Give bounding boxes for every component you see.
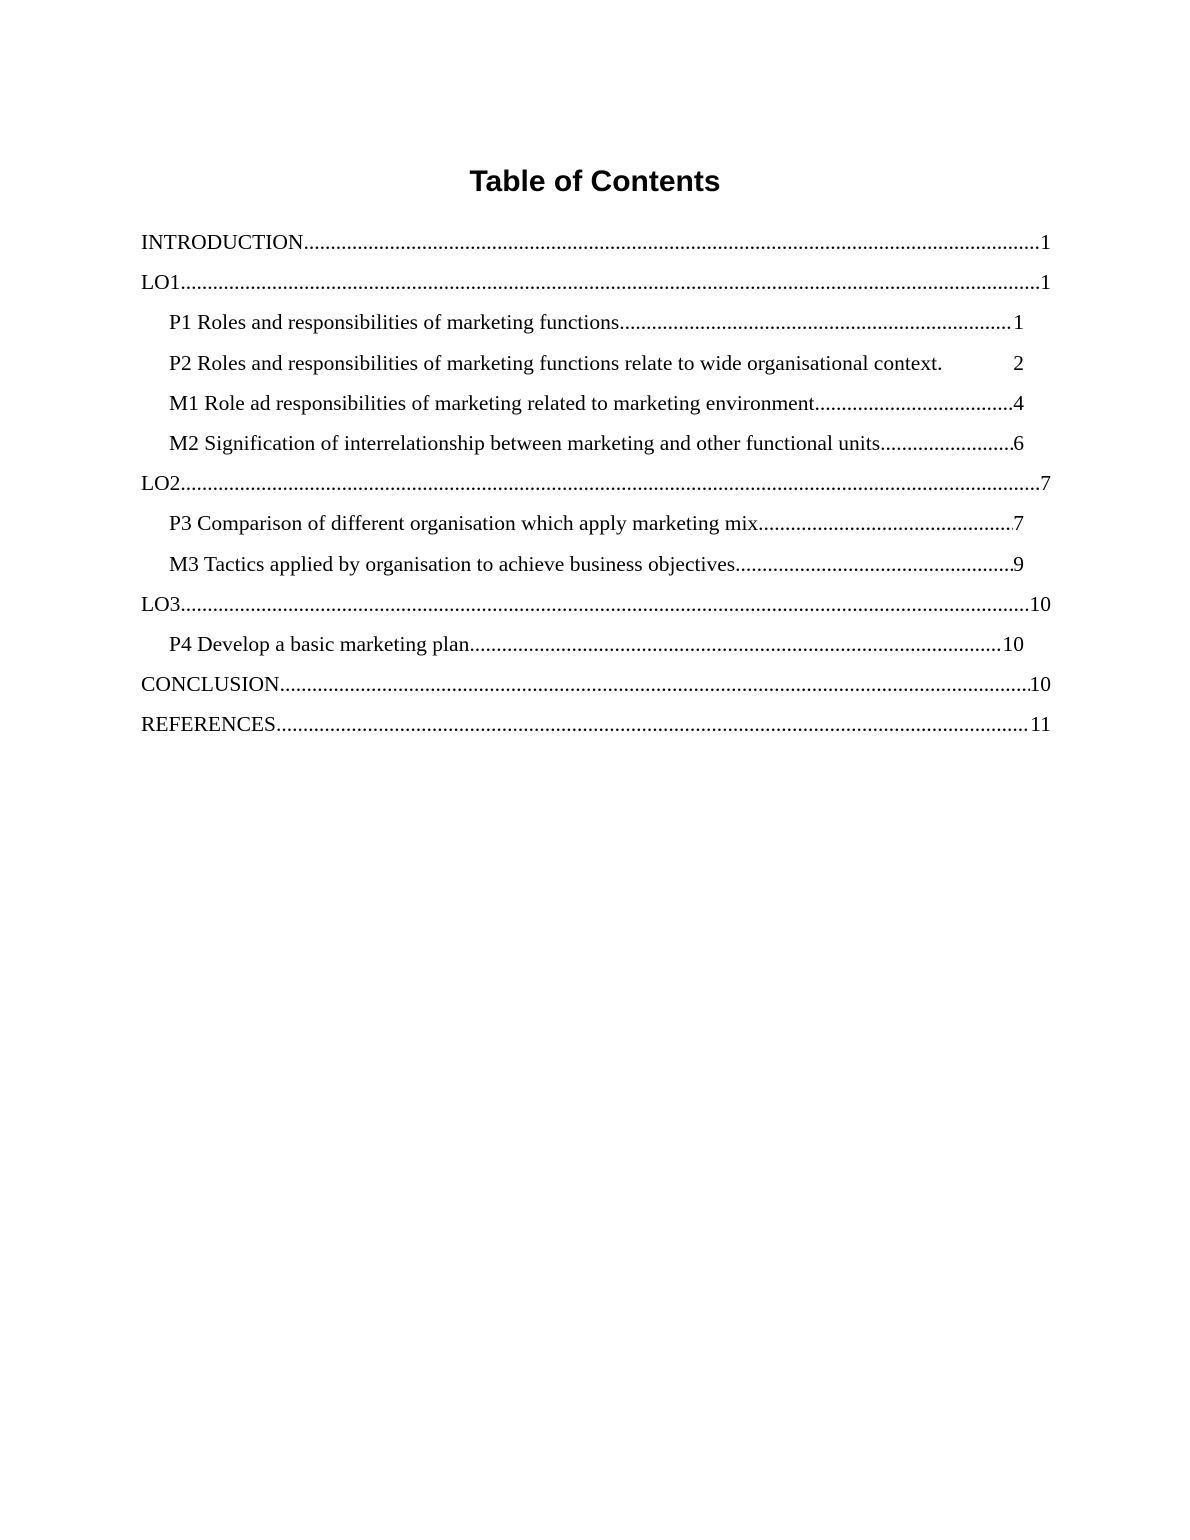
toc-dot-leader (180, 584, 1029, 624)
toc-entry-label: LO3 (141, 591, 181, 616)
toc-dot-leader (469, 624, 1002, 664)
toc-list (0, 222, 1190, 744)
toc-entry-label: CONCLUSION (141, 672, 280, 697)
toc-page-number: 1 (1040, 230, 1051, 254)
toc-title: Table of Contents (469, 165, 721, 198)
toc-entry-label: INTRODUCTION (141, 230, 304, 254)
toc-dot-leader (280, 664, 1030, 704)
toc-entry-conclusion[interactable] (141, 664, 1051, 704)
toc-entry-p1[interactable] (169, 302, 1024, 342)
toc-dot-leader (880, 423, 1013, 463)
toc-entry-lo2[interactable] (141, 463, 1051, 503)
toc-entry-label: M3 Tactics applied by organisation to achieve business objectives (169, 551, 736, 576)
toc-page-number: 4 (1013, 390, 1024, 415)
toc-dot-leader (814, 383, 1013, 423)
toc-entry-m2[interactable] (169, 423, 1024, 463)
toc-entry-label: P2 Roles and responsibilities of marketing functions relate to wide organisational context. (169, 350, 943, 375)
toc-entry-p2[interactable] (169, 343, 1024, 383)
toc-dot-leader (619, 302, 1013, 342)
toc-page-number: 6 (1013, 430, 1024, 455)
toc-entry-label: LO2 (141, 471, 181, 496)
toc-entry-label: M2 Signification of interrelationship between marketing and other functional units (169, 430, 881, 455)
toc-entry-p4[interactable] (169, 624, 1024, 664)
toc-entry-m1[interactable] (169, 383, 1024, 423)
toc-entry-introduction[interactable] (141, 222, 1051, 262)
toc-entry-label: P4 Develop a basic marketing plan (169, 631, 470, 656)
toc-dot-leader (303, 222, 1040, 262)
toc-page-number: 2 (1013, 350, 1024, 375)
toc-entry-label: LO1 (141, 270, 181, 295)
toc-page-number: 10 (1029, 672, 1051, 697)
toc-entry-label: P1 Roles and responsibilities of marketing functions (169, 310, 620, 335)
toc-dot-leader (180, 463, 1040, 503)
toc-entry-lo1[interactable] (141, 262, 1051, 302)
toc-entry-lo3[interactable] (141, 584, 1051, 624)
toc-page-number: 11 (1030, 712, 1051, 737)
toc-page-number: 10 (1029, 591, 1051, 616)
toc-page-number: 10 (1002, 631, 1024, 656)
toc-page-number: 7 (1040, 471, 1051, 496)
toc-page-number: 9 (1013, 551, 1024, 576)
toc-entry-p3[interactable] (169, 503, 1024, 543)
toc-dot-leader (735, 544, 1013, 584)
toc-page-number: 1 (1040, 270, 1051, 295)
toc-dot-leader (276, 704, 1030, 744)
toc-dot-leader (180, 262, 1040, 302)
toc-page-number: 1 (1013, 310, 1024, 335)
toc-entry-label: M1 Role ad responsibilities of marketing related to marketing environment (169, 390, 815, 415)
toc-dot-leader (758, 503, 1013, 543)
toc-page-number: 7 (1013, 511, 1024, 536)
toc-entry-references[interactable] (141, 704, 1051, 744)
toc-entry-label: REFERENCES (141, 712, 276, 737)
toc-entry-m3[interactable] (169, 544, 1024, 584)
toc-entry-label: P3 Comparison of different organisation which apply marketing mix (169, 511, 759, 536)
